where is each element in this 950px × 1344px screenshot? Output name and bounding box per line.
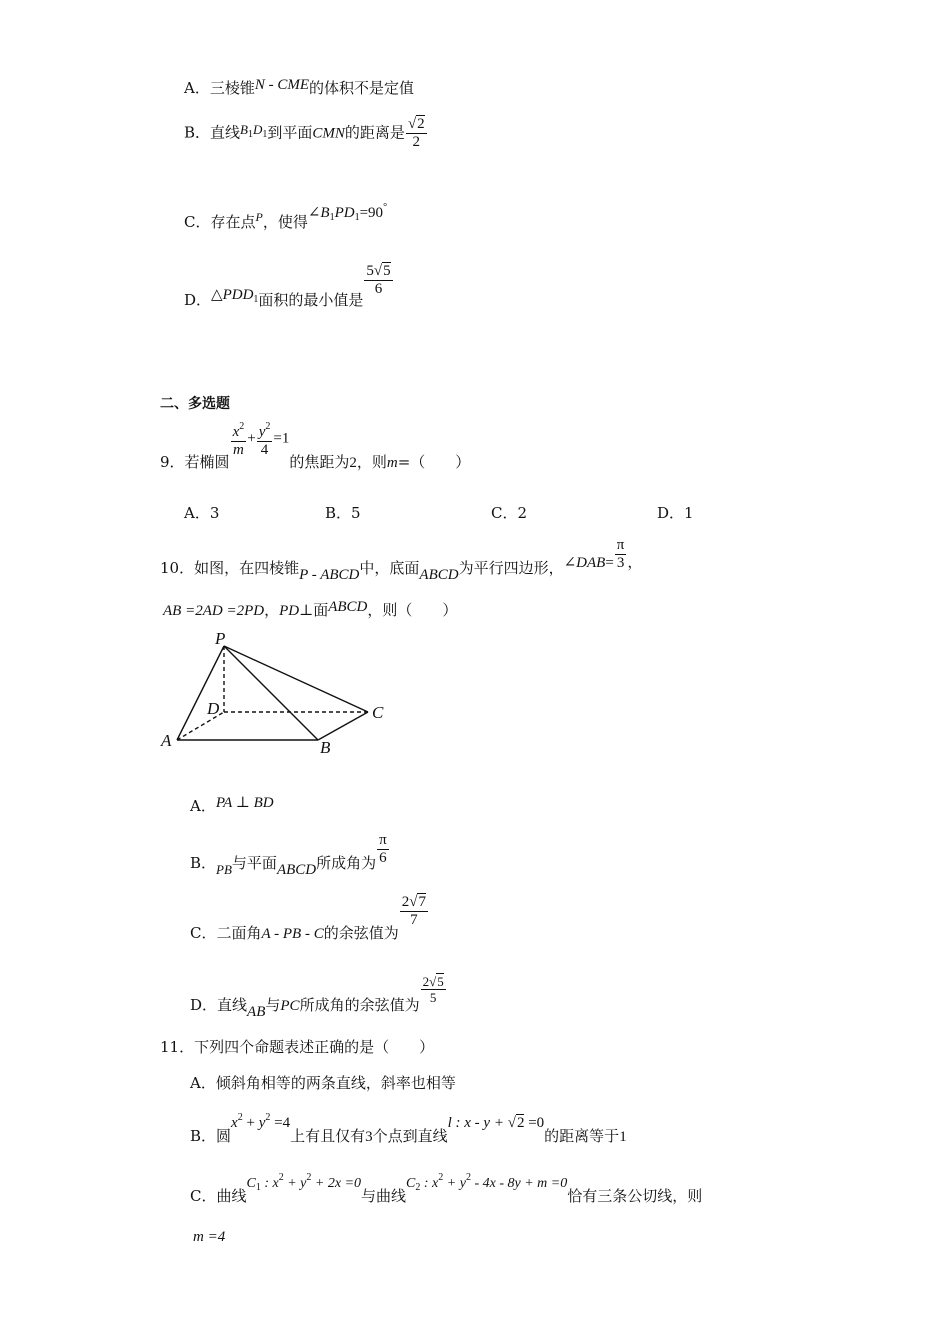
q11-option-c-line-2: m =4 [193, 1229, 226, 1245]
question-number: 9． [160, 452, 185, 471]
q10-option-b [190, 832, 390, 878]
option-text: 的体积不是定值 [309, 79, 415, 97]
math-expr: ABCD [276, 861, 317, 878]
fraction [615, 537, 627, 572]
option-text: 所成角的余弦值为 [299, 995, 420, 1014]
fraction-num: 5 [383, 263, 391, 279]
option-label: C． [184, 213, 211, 231]
math-var: PDD [222, 286, 254, 303]
q10-option-d [190, 974, 447, 1020]
option-text: 曲线 [216, 1187, 247, 1205]
superscript: 2 [239, 421, 245, 432]
vertex-label-d: D [207, 699, 220, 718]
option-label: A． [190, 797, 216, 815]
radicand: 2 [516, 1115, 525, 1131]
question-text: ，则 [356, 452, 387, 471]
math-op: = [605, 554, 614, 571]
option-label: B． [184, 123, 211, 142]
math-var: x [232, 424, 240, 440]
option-text: 圆 [216, 1127, 232, 1145]
option-label: D． [657, 504, 685, 522]
math-expr-part: + y [443, 1176, 466, 1191]
math-expr: ABCD [419, 566, 459, 583]
math-var: C [246, 1176, 256, 1191]
fraction-den: 7 [410, 912, 418, 928]
perp-symbol: ⊥ [299, 603, 314, 619]
math-var: PB [216, 861, 232, 877]
fraction-den: 6 [374, 281, 383, 297]
math-expr-part: : x - y + [451, 1115, 508, 1131]
option-label: B． [190, 853, 217, 872]
question-text: ， [627, 552, 643, 571]
option-text: 直线 [217, 995, 248, 1014]
math-value: =0 [524, 1115, 545, 1131]
math-value: =4 [270, 1115, 291, 1131]
pyramid-figure [155, 628, 395, 758]
question-11 [160, 1037, 434, 1057]
fraction [377, 832, 389, 867]
edge-pc [224, 646, 368, 712]
subscript: 2 [415, 1182, 421, 1193]
math-expr-part: : x [420, 1176, 439, 1191]
fraction-num: 2 [422, 974, 430, 989]
superscript: 2 [306, 1172, 312, 1183]
q9-option-d [657, 503, 694, 523]
superscript: 2 [265, 1112, 271, 1123]
fraction-num: 2 [401, 894, 410, 910]
question-text: 若椭圆 [184, 452, 230, 471]
option-label: B． [325, 504, 352, 522]
fraction-num: 5 [366, 263, 374, 279]
math-var: PD [279, 603, 300, 619]
option-label: A． [184, 79, 210, 97]
question-text: 面 [313, 601, 329, 619]
option-text: 二面角 [216, 923, 262, 942]
q8-option-b [184, 116, 428, 151]
fraction-den: 3 [616, 555, 625, 571]
fraction: $\frac{2√5}{5}$ [422, 974, 444, 1005]
option-text: 的距离等于 [544, 1127, 620, 1145]
option-text: 所成角为 [316, 853, 377, 872]
q9-option-a [184, 503, 219, 523]
edge-bc [318, 712, 368, 740]
math-expr [246, 1172, 362, 1193]
option-text: ，使得 [262, 213, 308, 231]
math-op: + [242, 1115, 259, 1131]
math-var: D [253, 121, 263, 137]
fraction-num: 2 [417, 116, 425, 132]
math-expr: PA ⊥ BD [215, 795, 274, 811]
math-expr-part: + y [283, 1176, 307, 1191]
superscript: 2 [438, 1172, 444, 1183]
option-text: 与曲线 [361, 1187, 407, 1205]
math-expr: AB =2AD =2PD [163, 603, 265, 619]
math-value: 2 [349, 454, 357, 471]
q11-option-a [190, 1073, 456, 1093]
math-expr: CMN [312, 125, 345, 142]
math-expr [211, 287, 258, 303]
question-text: 如图，在四棱锥 [194, 558, 300, 577]
math-var: PC [280, 997, 300, 1014]
option-text: 恰有三条公切线，则 [567, 1187, 703, 1205]
math-value: =90 [359, 205, 384, 221]
vertex-label-b: B [320, 738, 331, 757]
triangle-symbol: △ [211, 286, 223, 303]
question-text: =（ ） [397, 452, 471, 471]
q9-option-b [325, 503, 361, 523]
vertex-label-a: A [161, 731, 172, 750]
math-expr: ∠DAB [563, 554, 606, 571]
option-text: 存在点 [210, 213, 256, 231]
fraction: $\frac{5√5}{6}$ [366, 263, 391, 297]
math-expr-part: - 4x - 8y + m =0 [470, 1176, 568, 1191]
fraction: $\frac{2√7}{7}$ [401, 894, 426, 928]
math-expr: P - ABCD [299, 566, 360, 583]
edge-pa [177, 646, 224, 740]
question-text: ， [264, 601, 280, 619]
q9-option-c [491, 503, 527, 523]
option-label: D． [190, 995, 218, 1014]
fraction [257, 418, 273, 459]
option-text: 到平面 [267, 123, 313, 142]
math-var: l [447, 1115, 452, 1131]
fraction [231, 418, 247, 459]
fraction: $\frac{√2}{2}$ [407, 116, 425, 150]
question-number: 11． [160, 1038, 195, 1056]
subscript: 1 [354, 212, 360, 223]
math-var: y [258, 1115, 266, 1131]
math-var: x [231, 1115, 238, 1131]
subscript: 1 [262, 128, 268, 140]
fraction-den: 2 [412, 134, 421, 150]
superscript: 2 [237, 1112, 243, 1123]
math-value: 3 [365, 1129, 373, 1145]
degree-symbol: ° [383, 202, 388, 213]
fraction-den: 4 [260, 442, 269, 458]
question-9 [160, 418, 471, 471]
option-text: 个点到直线 [372, 1127, 448, 1145]
subscript: 1 [248, 128, 253, 140]
option-text: 三棱锥 [209, 79, 255, 97]
option-text: 的距离是 [344, 123, 405, 142]
option-value: 2 [517, 504, 528, 522]
vertex-label-p: P [215, 629, 226, 648]
math-var: B [240, 121, 248, 137]
math-expr-part: : x [260, 1176, 279, 1191]
option-text: 与平面 [231, 853, 277, 872]
math-var: AB [247, 1003, 266, 1020]
math-var: P [255, 210, 263, 224]
math-value: =1 [273, 430, 290, 447]
question-text: 的焦距为 [289, 452, 350, 471]
subscript: 1 [329, 212, 335, 223]
question-text: 中，底面 [359, 558, 420, 577]
question-10 [160, 537, 642, 581]
option-value: 5 [351, 504, 361, 522]
option-text: 面积的最小值是 [258, 290, 364, 309]
math-var: m [386, 454, 398, 471]
fraction-den: 5 [429, 990, 437, 1005]
math-expr: l : x - y + √2 =0 [447, 1115, 545, 1131]
option-value: 3 [209, 504, 220, 522]
fraction-num: π [616, 537, 625, 553]
math-expr: N - CME [254, 77, 310, 93]
fraction-den: 6 [379, 850, 387, 866]
q10-option-c [190, 894, 429, 942]
question-text: 为平行四边形， [458, 558, 564, 577]
math-expr [240, 121, 268, 140]
math-expr [307, 202, 388, 223]
question-text: ，则（ ） [367, 601, 458, 619]
edge-pb [224, 646, 318, 740]
option-label: C． [190, 1187, 217, 1205]
math-expr-part: + 2x =0 [311, 1176, 362, 1191]
question-text: 下列四个命题表述正确的是（ ） [194, 1038, 435, 1056]
q8-option-d [184, 263, 394, 307]
option-text: 与 [265, 995, 281, 1014]
q8-option-a [184, 78, 414, 99]
option-text: 直线 [210, 123, 241, 142]
math-value: 1 [619, 1129, 627, 1145]
fraction-num: π [379, 832, 387, 848]
superscript: 2 [465, 1172, 471, 1183]
math-expr: A - PB - C [261, 925, 324, 942]
question-number: 10． [160, 558, 195, 577]
superscript: 2 [265, 421, 271, 432]
question-10-line-2 [163, 600, 457, 621]
option-label: D． [184, 290, 212, 309]
option-label: B． [190, 1127, 217, 1145]
option-label: C． [190, 923, 217, 942]
q11-option-c [190, 1168, 702, 1204]
superscript: 2 [278, 1172, 284, 1183]
q10-option-a [190, 796, 274, 817]
angle-symbol: ∠B [307, 205, 330, 221]
math-var: PD [334, 205, 355, 221]
option-text: 倾斜角相等的两条直线，斜率也相等 [215, 1074, 456, 1092]
math-op: + [247, 430, 256, 447]
subscript: 1 [253, 293, 259, 305]
section-heading: 二、多选题 [160, 396, 230, 412]
option-label: A． [190, 1074, 216, 1092]
subscript: 1 [255, 1182, 261, 1193]
option-text: 上有且仅有 [290, 1127, 366, 1145]
math-expr [406, 1172, 568, 1193]
math-expr [231, 1112, 291, 1131]
fraction-num: 7 [418, 894, 426, 910]
option-label: A． [184, 504, 210, 522]
vertex-label-c: C [372, 703, 384, 722]
fraction-den: m [232, 442, 244, 458]
q8-option-c [184, 202, 388, 238]
math-var: y [258, 424, 266, 440]
option-label: C． [491, 504, 518, 522]
fraction-num: 5 [437, 974, 444, 989]
option-text: 的余弦值为 [323, 923, 399, 942]
option-value: 1 [684, 504, 694, 522]
q11-option-b [190, 1108, 627, 1144]
math-expr: ABCD [328, 599, 368, 615]
math-var: C [406, 1176, 416, 1191]
